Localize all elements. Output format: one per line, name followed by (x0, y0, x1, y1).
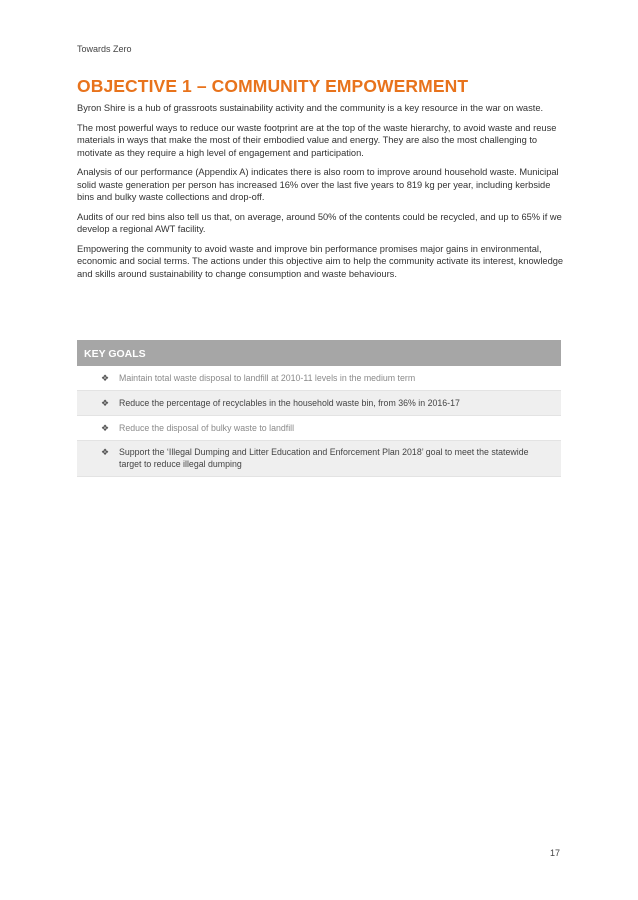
diamond-bullet-icon: ❖ (101, 447, 110, 457)
running-header: Towards Zero (77, 44, 132, 54)
page-number: 17 (549, 848, 560, 858)
key-goals-heading: KEY GOALS (77, 340, 561, 366)
paragraph-performance: Analysis of our performance (Appendix A) indicates there is also room to improve around household waste. Municipal solid waste generation per person has increased 16% over the last five years to 819 kg per year, including kerbside bins and bulky waste collections and drop-off. (77, 167, 559, 202)
paragraph-intro: Byron Shire is a hub of grassroots sustainability activity and the community is a key resource in the war on waste. (77, 103, 544, 113)
paragraph-audits: Audits of our red bins also tell us that, on average, around 50% of the contents could be recycled, and up to 65% if we develop a regional AWT facility. (77, 211, 562, 234)
goal-row (77, 366, 561, 390)
page-title: OBJECTIVE 1 – COMMUNITY EMPOWERMENT (77, 76, 469, 96)
diamond-bullet-icon: ❖ (101, 373, 110, 383)
goal-row (77, 416, 561, 440)
goal-row (77, 440, 561, 477)
paragraph-empowering: Empowering the community to avoid waste and improve bin performance promises major gains in environmental, economic and social terms. The actions under this objective aim to help the community activate its interest, knowledge and skills around sustainability to change consumption and waste behaviours. (77, 243, 564, 279)
paragraph-waste-hierarchy: The most powerful ways to reduce our waste footprint are at the top of the waste hierarchy, to avoid waste and reuse materials in ways that make the most of their embodied value and energy. They are also the most challenging to motivate as they require a high level of engagement and participation. (77, 122, 557, 158)
diamond-bullet-icon: ❖ (101, 398, 110, 408)
goal-text: Maintain total waste disposal to landfill at 2010-11 levels in the medium term (119, 373, 416, 383)
key-goals-table (77, 340, 561, 477)
goal-text: Reduce the disposal of bulky waste to landfill (119, 423, 295, 433)
goal-row (77, 390, 561, 416)
goal-text: Support the ‘Illegal Dumping and Litter Education and Enforcement Plan 2018’ goal to meet the statewide target to reduce illegal dumping (119, 447, 529, 469)
body-text (77, 102, 565, 287)
goal-text: Reduce the percentage of recyclables in the household waste bin, from 36% in 2016-17 (119, 398, 460, 408)
diamond-bullet-icon: ❖ (101, 423, 110, 433)
